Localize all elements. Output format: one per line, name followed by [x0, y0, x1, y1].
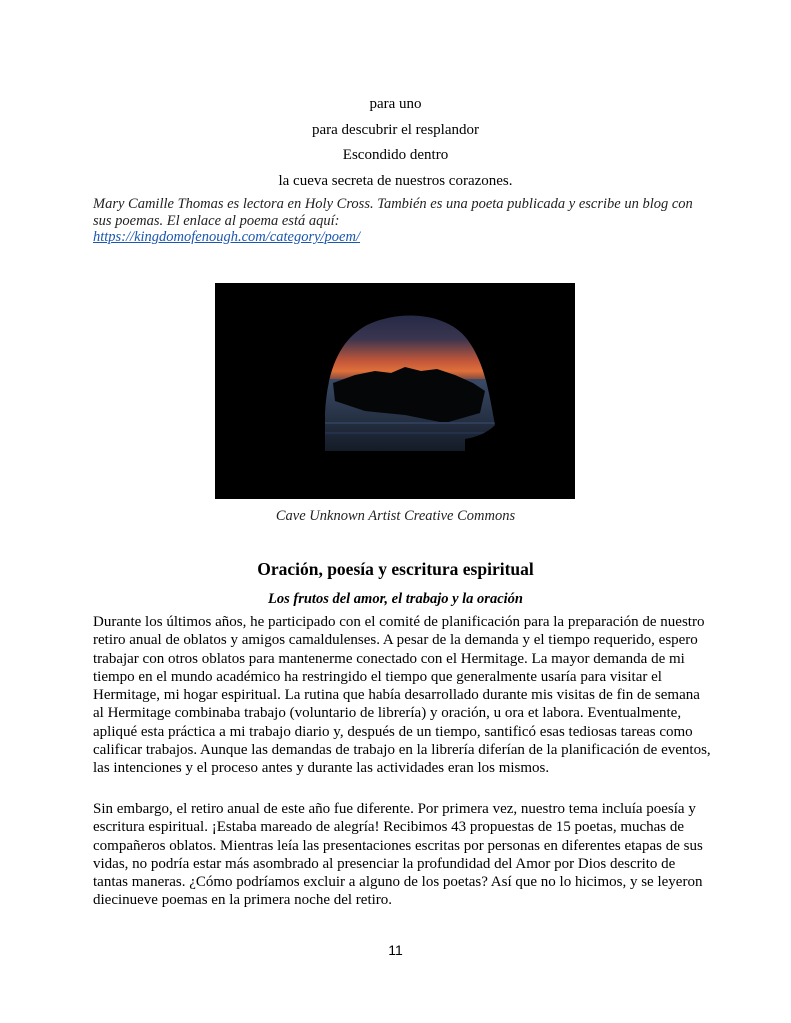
poem-line: Escondido dentro	[342, 147, 449, 163]
body-paragraph: Durante los últimos años, he participado con el comité de planificación para la preparación de nuestro retiro anual de oblatos y amigos camaldulenses. A pesar de la demanda y el tiempo requerido, espero trabajar con otros oblatos para mantenerme conectado con el Hermitage. La mayor demanda de mi tiempo en el mundo académico ha restringido el tiempo que generalmente usaría para visitar el Hermitage, mi hogar espiritual. La rutina que había desarrollado durante mis visitas de fin de semana al Hermitage combinaba trabajo (voluntario de librería) y oración, u ora et labora. Eventualmente, apliqué esta práctica a mi trabajo diario y, después de un tiempo, santificó esas tediosas tareas como calificar trabajos. Aunque las demandas de trabajo en la librería diferían de la planificación de eventos, las intenciones y el proceso antes y durante las actividades eran los mismos.	[93, 614, 711, 777]
image-caption: Cave Unknown Artist Creative Commons	[275, 508, 516, 524]
poem-stanza	[0, 92, 791, 194]
poem-line: para uno	[369, 96, 422, 112]
poem-line: para descubrir el resplandor	[311, 121, 479, 138]
article-title: Oración, poesía y escritura espiritual	[257, 559, 534, 579]
body-paragraph: Sin embargo, el retiro anual de este año fue diferente. Por primera vez, nuestro tema incluía poesía y escritura espiritual. ¡Estaba mareado de alegría! Recibimos 43 propuestas de 15 poetas, muchas de compañeros oblatos. Mientras leía las presentaciones escritas por personas en diferentes etapas de sus vidas, no podría estar más asombrado al presenciar la profundidad del Amor por Dios descrito de tantas maneras. ¿Cómo podríamos excluir a alguno de los poetas? Así que no lo hicimos, y se leyeron diecinueve poemas en la primera noche del retiro.	[93, 801, 703, 909]
cave-sunset-image	[215, 283, 575, 499]
page-number: 11	[388, 942, 403, 958]
author-bio	[93, 196, 693, 246]
poem-line: la cueva secreta de nuestros corazones.	[278, 172, 513, 189]
article-subtitle: Los frutos del amor, el trabajo y la oración	[268, 591, 523, 607]
poem-link[interactable]: https://kingdomofenough.com/category/poem/	[93, 229, 360, 245]
author-bio-text: Mary Camille Thomas es lectora en Holy Cross. También es una poeta publicada y escribe un blog con sus poemas. El enlace al poema está aquí:	[93, 196, 693, 229]
cave-photo	[215, 283, 575, 499]
